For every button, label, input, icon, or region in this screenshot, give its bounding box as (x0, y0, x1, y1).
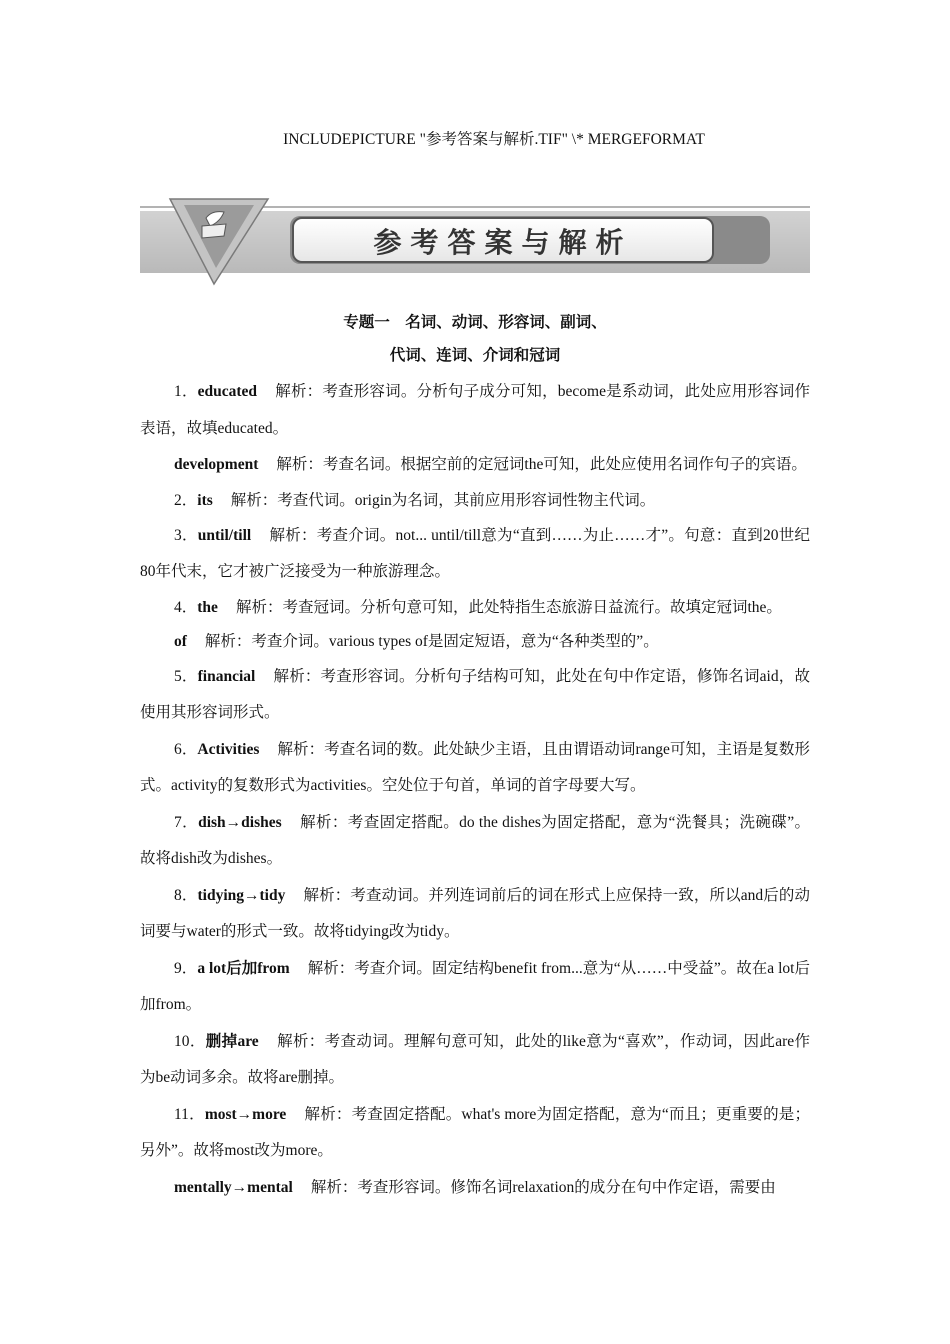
item-number: 2． (174, 491, 198, 509)
answer-item (140, 805, 810, 878)
item-answer: dish→dishes (198, 813, 282, 831)
banner-graphic (140, 196, 810, 288)
item-number: 11． (174, 1105, 205, 1123)
item-answer: 删掉are (205, 1032, 259, 1050)
section-banner (140, 196, 810, 288)
item-answer: educated (197, 383, 258, 400)
item-answer: financial (197, 667, 256, 685)
item-explanation: 解析：考查形容词。分析句子成分可知，become是系动词，此处应用形容词作表语，故填educated。 (140, 383, 810, 437)
answer-item (140, 374, 810, 447)
item-explanation: 解析：考查介词。various types of是固定短语，意为“各种类型的”。 (204, 632, 659, 650)
answer-list (140, 374, 810, 1206)
item-answer: Activities (197, 740, 260, 758)
banner-title: 参考答案与解析 (373, 226, 633, 259)
answer-item (140, 878, 810, 951)
item-explanation: 解析：考查介词。not... until/till意为“直到……为止……才”。句意：直到20世纪80年代末，它才被广泛接受为一种旅游理念。 (140, 526, 810, 580)
item-explanation: 解析：考查固定搭配。what's more为固定搭配，意为“而且；更重要的是；另外”。故将most改为more。 (140, 1105, 810, 1159)
item-explanation: 解析：考查冠词。分析句意可知，此处特指生态旅游日益流行。故填定冠词the。 (235, 598, 782, 616)
answer-item (140, 518, 810, 591)
item-explanation: 解析：考查代词。origin为名词，其前应用形容词性物主代词。 (230, 491, 656, 509)
item-answer: mentally→mental (174, 1178, 293, 1196)
item-number: 5． (174, 667, 198, 685)
item-number: 6． (174, 740, 198, 758)
item-explanation: 解析：考查形容词。修饰名词relaxation的成分在句中作定语，需要由 (310, 1178, 776, 1196)
item-answer: until/till (197, 526, 252, 544)
item-answer: tidying→tidy (197, 886, 286, 904)
item-answer: a lot后加from (197, 959, 290, 977)
item-number: 9． (174, 959, 198, 977)
item-number: 3． (174, 526, 198, 544)
item-number: 8． (174, 886, 198, 904)
include-picture-field-code: INCLUDEPICTURE "参考答案与解析.TIF" \* MERGEFORMAT (283, 131, 705, 148)
answer-item (140, 1024, 810, 1097)
answer-item (140, 625, 810, 659)
item-answer: its (197, 491, 213, 509)
answer-item (140, 659, 810, 732)
item-explanation: 解析：考查动词。理解句意可知，此处的like意为“喜欢”，作动词，因此are作为be动词多余。故将are删掉。 (140, 1032, 810, 1086)
answer-item (140, 484, 810, 518)
answer-item (140, 591, 810, 625)
item-number: 10． (174, 1032, 206, 1050)
item-answer: development (174, 456, 259, 473)
answer-item (140, 732, 810, 805)
item-answer: most→more (204, 1105, 287, 1123)
answer-item (140, 951, 810, 1024)
item-number: 1． (174, 383, 198, 400)
item-explanation: 解析：考查名词。根据空前的定冠词the可知，此处应使用名词作句子的宾语。 (276, 456, 807, 473)
section-heading-line2: 代词、连词、介词和冠词 (389, 346, 561, 364)
item-answer: of (174, 632, 187, 650)
item-explanation: 解析：考查名词的数。此处缺少主语，且由谓语动词range可知，主语是复数形式。activity的复数形式为activities。空处位于句首，单词的首字母要大写。 (140, 740, 810, 794)
item-number: 4． (174, 598, 198, 616)
answer-item (140, 447, 810, 484)
item-explanation: 解析：考查固定搭配。do the dishes为固定搭配，意为“洗餐具；洗碗碟”。故将dish改为dishes。 (140, 813, 810, 867)
item-answer: the (197, 598, 218, 616)
answer-item (140, 1097, 810, 1170)
section-heading-line1: 专题一 名词、动词、形容词、副词、 (343, 313, 607, 331)
item-explanation: 解析：考查介词。固定结构benefit from...意为“从……中受益”。故在a lot后加from。 (140, 959, 810, 1013)
answer-item (140, 1170, 810, 1207)
item-explanation: 解析：考查形容词。分析句子结构可知，此处在句中作定语，修饰名词aid，故使用其形容词形式。 (140, 667, 810, 721)
item-explanation: 解析：考查动词。并列连词前后的词在形式上应保持一致，所以and后的动词要与water的形式一致。故将tidying改为tidy。 (140, 886, 810, 940)
item-number: 7． (174, 813, 199, 831)
